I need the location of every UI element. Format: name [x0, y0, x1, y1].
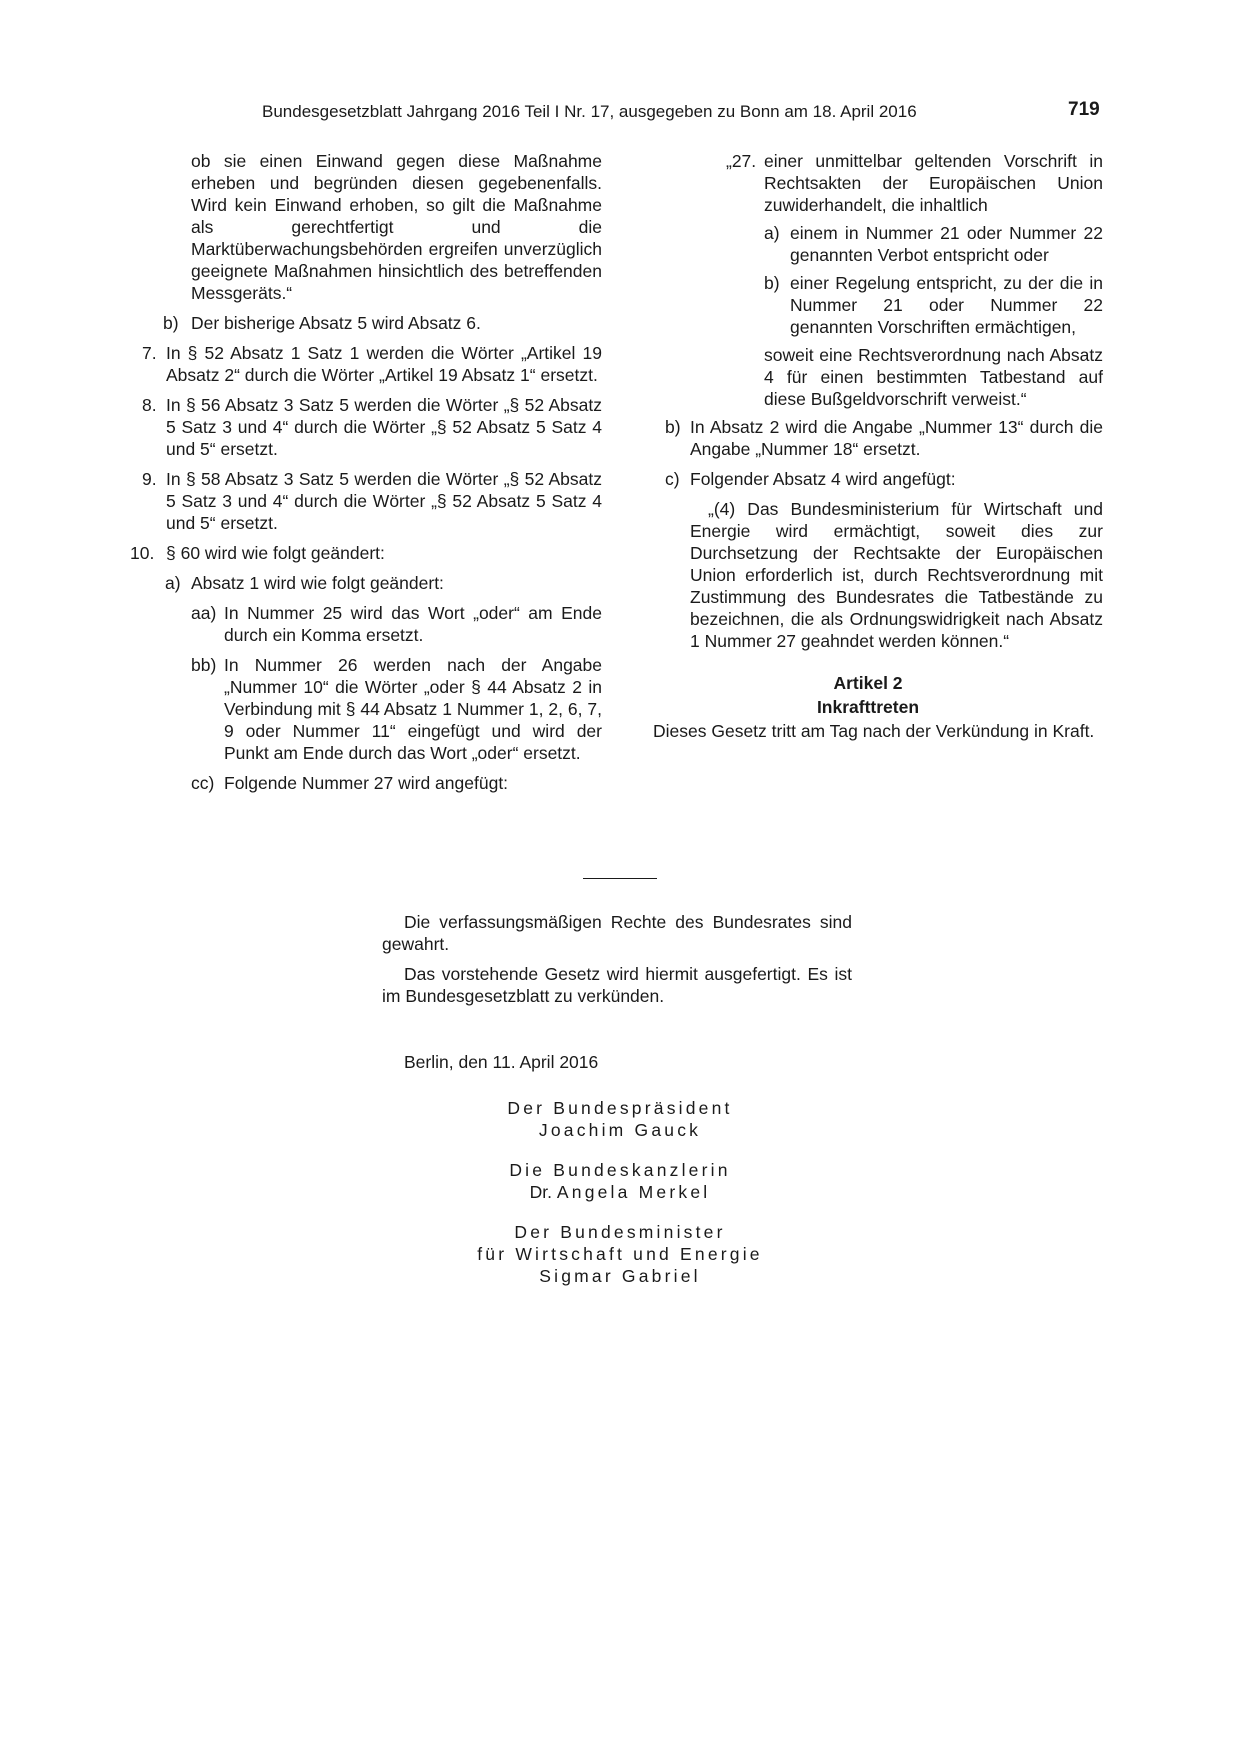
left-column [130, 150, 602, 802]
paragraph-4: „(4) Das Bundesministerium für Wirtschaft und Energie wird ermächtigt, soweit dies zur Durchsetzung der Rechtsakte der Europäischen Union erforderlich ist, durch Rechtsverordnung mit Zustimmung des Bundesrates die Tatbestände zu bezeichnen, die als Ordnungswidrigkeit nach Absatz 1 Nummer 27 geahndet werden können.“ [690, 499, 1103, 651]
item-label: „27. [726, 151, 757, 171]
closing-para-1: Die verfassungsmäßigen Rechte des Bundesrates sind gewahrt. [382, 912, 852, 954]
list-item [633, 416, 1103, 460]
list-item [130, 654, 602, 764]
article-text: Dieses Gesetz tritt am Tag nach der Verkündung in Kraft. [653, 721, 1095, 741]
item-text: In § 56 Absatz 3 Satz 5 werden die Wörter „§ 52 Absatz 5 Satz 3 und 4“ durch die Wörter „§ 52 Absatz 5 Satz 4 und 5“ ersetzt. [166, 395, 602, 459]
item-text: einem in Nummer 21 oder Nummer 22 genannten Verbot entspricht oder [790, 223, 1103, 265]
signature-president [420, 1097, 820, 1141]
item-text: Der bisherige Absatz 5 wird Absatz 6. [191, 313, 481, 333]
item-label: bb) [191, 655, 217, 675]
item-label: aa) [191, 603, 217, 623]
signature-block [420, 1097, 820, 1287]
item-label: cc) [191, 773, 215, 793]
quote-continuation: ob sie einen Einwand gegen diese Maßnahme erheben und begründen diesen gegebenenfalls. Wird kein Einwand erhoben, so gilt die Maßnahme als gerechtfertigt und die Marktüberwachungsbehörden ergreifen unverzüglich geeignete Maßnahmen hinsichtlich des betreffenden Messgeräts.“ [191, 151, 602, 303]
item-label: b) [764, 273, 780, 293]
item-label: b) [163, 313, 179, 333]
item-label: 7. [142, 343, 157, 363]
list-item [130, 394, 602, 460]
item-text: In § 58 Absatz 3 Satz 5 werden die Wörter „§ 52 Absatz 5 Satz 3 und 4“ durch die Wörter „§ 52 Absatz 5 Satz 4 und 5“ ersetzt. [166, 469, 602, 533]
item-text: einer Regelung entspricht, zu der die in Nummer 21 oder Nummer 22 genannten Vorschriften ermächtigen, [790, 273, 1103, 337]
list-item [633, 150, 1103, 216]
page-number: 719 [1068, 99, 1100, 120]
signature-role: Die Bundeskanzlerin [509, 1160, 731, 1180]
right-column [633, 150, 1103, 742]
list-item [130, 342, 602, 386]
signature-name: Sigmar Gabriel [539, 1266, 701, 1286]
list-item [633, 468, 1103, 490]
item-label: a) [165, 573, 181, 593]
signature-name-line [420, 1181, 820, 1203]
list-item [130, 468, 602, 534]
signature-role-line2: für Wirtschaft und Energie [477, 1244, 763, 1264]
article-heading: Artikel 2 [833, 673, 903, 693]
item-text: § 60 wird wie folgt geändert: [166, 543, 385, 563]
article-title: Inkrafttreten [816, 697, 920, 717]
item-label: c) [665, 469, 680, 489]
signature-name: Angela Merkel [556, 1182, 711, 1202]
list-item [633, 272, 1103, 338]
item-27-tail: soweit eine Rechtsverordnung nach Absatz 4 für einen bestimmten Tatbestand auf diese Bußgeldvorschrift verweist.“ [764, 345, 1103, 409]
item-text: Folgender Absatz 4 wird angefügt: [690, 469, 956, 489]
closing-para-2: Das vorstehende Gesetz wird hiermit ausgefertigt. Es ist im Bundesgesetzblatt zu verkünden. [382, 964, 852, 1006]
list-item [130, 572, 602, 594]
separator-line [583, 878, 657, 879]
place-date: Berlin, den 11. April 2016 [404, 1052, 599, 1072]
signature-role: Der Bundespräsident [507, 1098, 733, 1118]
item-text: In Nummer 26 werden nach der Angabe „Nummer 10“ die Wörter „oder § 44 Absatz 2 in Verbindung mit § 44 Absatz 1 Nummer 1, 2, 6, 7, 9 oder Nummer 11“ eingefügt und wird der Punkt am Ende durch das Wort „oder“ ersetzt. [224, 655, 602, 763]
list-item [130, 542, 602, 564]
closing-block [382, 911, 852, 1073]
name-prefix: Dr. [529, 1182, 553, 1202]
item-text: In Nummer 25 wird das Wort „oder“ am Ende durch ein Komma ersetzt. [224, 603, 602, 645]
list-item [130, 772, 602, 794]
signature-minister [420, 1221, 820, 1287]
list-item [130, 312, 602, 334]
list-item [633, 222, 1103, 266]
item-label: b) [665, 417, 681, 437]
item-label: 8. [142, 395, 157, 415]
list-item [130, 602, 602, 646]
item-text: In § 52 Absatz 1 Satz 1 werden die Wörter „Artikel 19 Absatz 2“ durch die Wörter „Artikel 19 Absatz 1“ ersetzt. [166, 343, 602, 385]
item-text: Absatz 1 wird wie folgt geändert: [191, 573, 444, 593]
item-label: 9. [142, 469, 157, 489]
signature-name: Joachim Gauck [538, 1120, 702, 1140]
item-text: In Absatz 2 wird die Angabe „Nummer 13“ durch die Angabe „Nummer 18“ ersetzt. [690, 417, 1103, 459]
item-text: einer unmittelbar geltenden Vorschrift in Rechtsakten der Europäischen Union zuwiderhandelt, die inhaltlich [764, 151, 1103, 215]
running-header: Bundesgesetzblatt Jahrgang 2016 Teil I Nr. 17, ausgegeben zu Bonn am 18. April 2016 [262, 102, 917, 121]
item-text: Folgende Nummer 27 wird angefügt: [224, 773, 509, 793]
signature-chancellor [420, 1159, 820, 1203]
signature-role: Der Bundesminister [514, 1222, 726, 1242]
item-label: a) [764, 223, 780, 243]
item-label: 10. [130, 543, 155, 563]
